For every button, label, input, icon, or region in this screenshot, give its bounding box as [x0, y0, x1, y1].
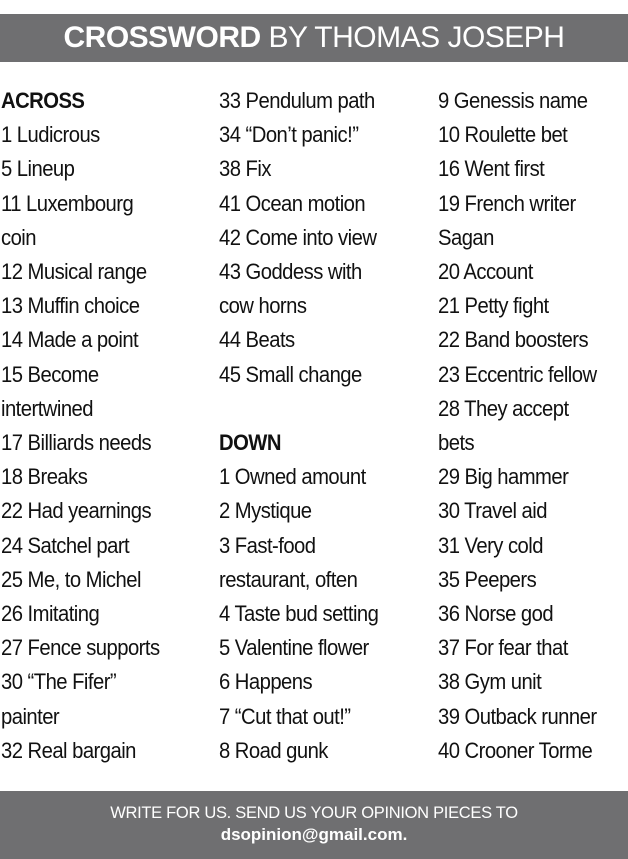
clue-line: 45 Small change	[219, 361, 362, 387]
clue-line: 30 “The Fifer”	[1, 669, 117, 695]
clue-line: 29 Big hammer	[438, 464, 569, 490]
clue-column-3	[438, 84, 628, 768]
column-spacer	[219, 392, 431, 426]
clue-line: coin	[1, 224, 37, 250]
clue-columns	[0, 84, 628, 784]
section-heading: ACROSS	[1, 88, 85, 113]
clue-line: 22 Had yearnings	[1, 498, 152, 524]
clue-line: bets	[438, 430, 475, 456]
clue-line: cow horns	[219, 293, 307, 319]
clue-line: 1 Owned amount	[219, 464, 366, 490]
clue-line: 26 Imitating	[1, 601, 100, 627]
clue-line: 5 Lineup	[1, 156, 75, 182]
clue-line: 22 Band boosters	[438, 327, 589, 353]
clue-line: 28 They accept	[438, 395, 569, 421]
clue-line: 18 Breaks	[1, 464, 88, 490]
clue-line: 31 Very cold	[438, 532, 543, 558]
clue-line: painter	[1, 703, 60, 729]
clue-line: 20 Account	[438, 259, 533, 285]
header-title-byline: BY THOMAS JOSEPH	[260, 21, 565, 54]
footer-invite-text: WRITE FOR US. SEND US YOUR OPINION PIECES TO	[110, 804, 518, 822]
clue-line: 27 Fence supports	[1, 635, 160, 661]
crossword-header	[0, 14, 628, 62]
clue-column-1	[1, 84, 213, 768]
header-title-bold: CROSSWORD	[63, 21, 261, 54]
clue-line: 10 Roulette bet	[438, 122, 568, 148]
clue-line: 24 Satchel part	[1, 532, 130, 558]
clue-line: 17 Billiards needs	[1, 430, 152, 456]
clue-line: 6 Happens	[219, 669, 313, 695]
clue-line: 4 Taste bud setting	[219, 601, 379, 627]
clue-line: 36 Norse god	[438, 601, 554, 627]
footer-banner	[0, 791, 628, 859]
section-heading: DOWN	[219, 430, 281, 456]
clue-column-2	[219, 84, 431, 768]
clue-line: 30 Travel aid	[438, 498, 547, 524]
clue-line: 40 Crooner Torme	[438, 737, 593, 763]
clue-line: 38 Gym unit	[438, 669, 542, 695]
clue-line: 34 “Don’t panic!”	[219, 122, 359, 148]
clue-line: 37 For fear that	[438, 635, 568, 661]
clue-line: 13 Muffin choice	[1, 293, 140, 319]
clue-line: 16 Went first	[438, 156, 545, 182]
clue-line: 25 Me, to Michel	[1, 566, 141, 592]
clue-line: Sagan	[438, 224, 494, 250]
clue-line: restaurant, often	[219, 566, 358, 592]
clue-line: 7 “Cut that out!”	[219, 703, 351, 729]
clue-line: intertwined	[1, 395, 93, 421]
clue-line: 5 Valentine flower	[219, 635, 369, 661]
clue-line: 33 Pendulum path	[219, 88, 375, 113]
clue-line: 38 Fix	[219, 156, 271, 182]
clue-line: 9 Genessis name	[438, 88, 588, 113]
clue-line: 15 Become	[1, 361, 99, 387]
clue-line: 35 Peepers	[438, 566, 537, 592]
clue-line: 3 Fast-food	[219, 532, 316, 558]
clue-line: 32 Real bargain	[1, 737, 136, 763]
clue-line: 2 Mystique	[219, 498, 312, 524]
clue-line: 42 Come into view	[219, 224, 377, 250]
clue-line: 21 Petty fight	[438, 293, 549, 319]
clue-line: 44 Beats	[219, 327, 295, 353]
clue-line: 39 Outback runner	[438, 703, 597, 729]
clue-line: 11 Luxembourg	[1, 190, 134, 216]
clue-line: 14 Made a point	[1, 327, 139, 353]
clue-line: 23 Eccentric fellow	[438, 361, 597, 387]
clue-line: 1 Ludicrous	[1, 122, 100, 148]
clue-line: 12 Musical range	[1, 259, 147, 285]
footer-email: dsopinion@gmail.com.	[220, 825, 408, 844]
clue-line: 19 French writer	[438, 190, 576, 216]
clue-line: 43 Goddess with	[219, 259, 362, 285]
clue-line: 8 Road gunk	[219, 737, 328, 763]
clue-line: 41 Ocean motion	[219, 190, 366, 216]
